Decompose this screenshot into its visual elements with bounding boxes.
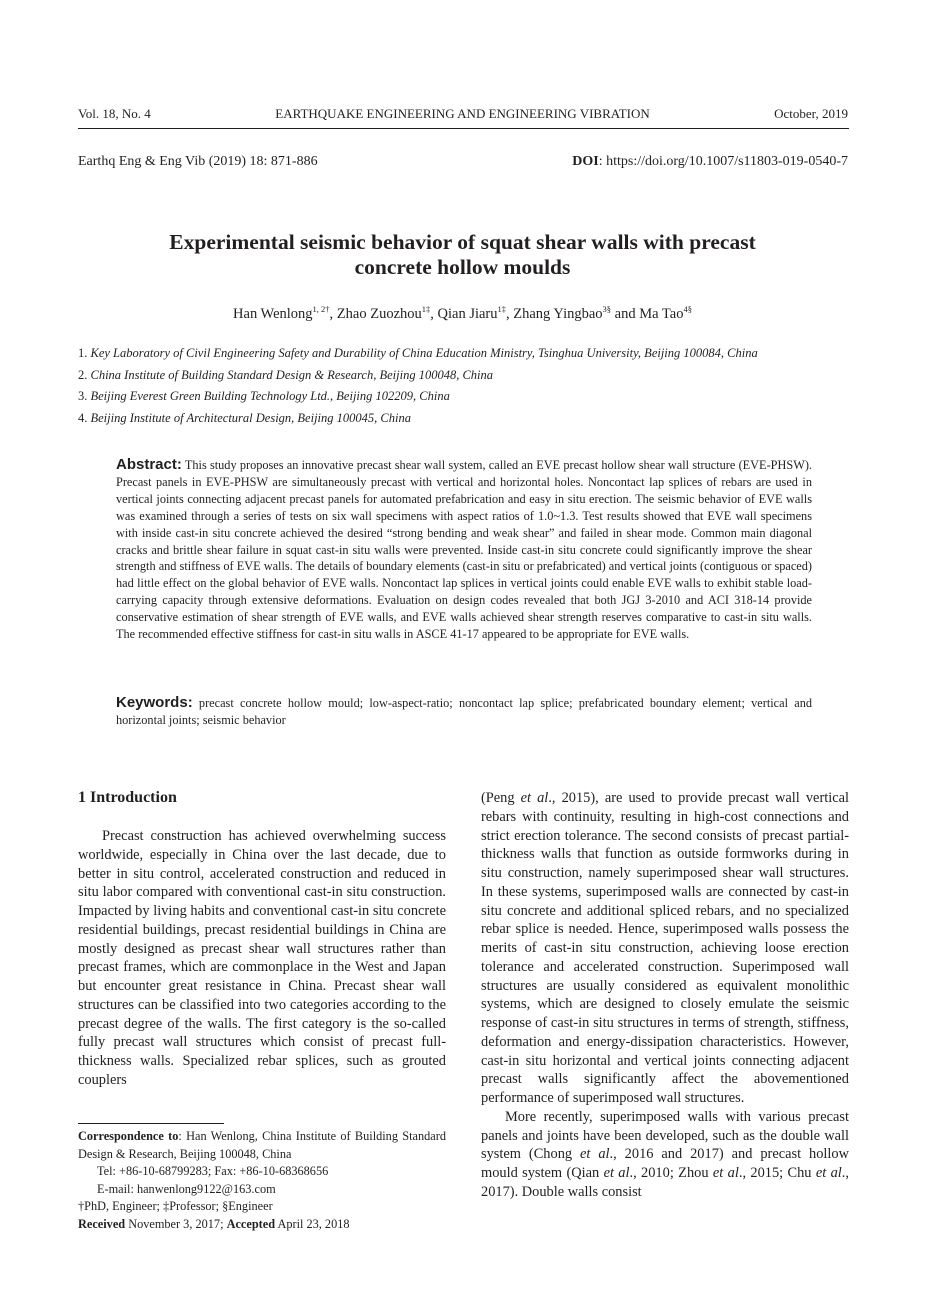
affiliation-2: 2. China Institute of Building Standard Design & Research, Beijing 100048, China <box>78 368 494 382</box>
header-volume: Vol. 18, No. 4 <box>78 106 151 121</box>
author: Zhao Zuozhou$^{1\ddagger}$, <box>336 304 438 322</box>
keywords <box>116 695 812 729</box>
author-list <box>0 306 925 323</box>
doi-label: DOI <box>572 154 599 169</box>
abstract-label: Abstract: <box>116 456 182 473</box>
keywords-label: Keywords: <box>116 694 193 711</box>
journal-name: EARTHQUAKE ENGINEERING AND ENGINEERING VIBRATION <box>275 106 650 121</box>
affiliation-3: 3. Beijing Everest Green Building Technology Ltd., Beijing 102209, China <box>78 389 450 403</box>
left-column <box>78 827 446 1090</box>
header-rule <box>78 128 849 129</box>
author: Ma Tao$^{4\S}$ <box>639 304 692 322</box>
intro-paragraph-1: Precast construction has achieved overwhelming success worldwide, especially in China over the last decade, due to better in situ control, accelerated construction and reduced in situ labor compared with conventional cast-in situ construction. Impacted by living habits and conventional cast-in situ concrete residential buildings, precast residential buildings in China are mostly designed as precast shear wall structures rather than precast frames, which are commonplace in the West and Japan but encounter great resistance in China. Precast shear wall structures can be classified into two categories according to the precast degree of the walls. The first category is the so-called fully precast wall structures which consist of precast full-thickness walls. Specialized rebar splices, such as grouted couplers <box>78 828 446 1088</box>
footnote-rule <box>78 1123 224 1124</box>
paper-title <box>100 230 825 280</box>
title-line-1: Experimental seismic behavior of squat shear walls with precast <box>169 230 756 254</box>
correspondence: Correspondence to: Han Wenlong, China Institute of Building Standard Design & Research, Beijing 100048, China <box>78 1129 446 1161</box>
abstract <box>116 457 812 643</box>
title-line-2: concrete hollow moulds <box>354 255 571 279</box>
intro-paragraph-1-continued: (Peng et al., 2015), are used to provide precast wall vertical rebars with continuity, resulting in high-cost connections and strict erection tolerance. The second consists of precast partial-thickness walls that function as outside formworks during in situ construction, namely superimposed shear wall structures. In these systems, superimposed walls are connected by cast-in situ concrete and additional spliced rebars, and no specialized rebar splice is needed. Hence, superimposed walls possess the merits of cast-in situ construction, achieving loose erection tolerance and accelerated construction. Superimposed wall structures are usually considered as equivalent monolithic systems, which are designed to closely emulate the seismic response of cast-in situ structures in terms of strength, stiffness, deformation and energy-dissipation characteristics. However, cast-in situ horizontal and vertical joints connecting adjacent precast walls significantly affect the abovementioned performance of superimposed wall structures. <box>481 790 849 1106</box>
header-date: October, 2019 <box>774 106 848 121</box>
affiliation-4: 4. Beijing Institute of Architectural Design, Beijing 100045, China <box>78 411 411 425</box>
right-column <box>481 789 849 1202</box>
contact-tel: Tel: +86-10-68799283; Fax: +86-10-68368656 <box>97 1164 329 1178</box>
author-roles: †PhD, Engineer; ‡Professor; §Engineer <box>78 1199 273 1213</box>
section-heading-introduction: 1 Introduction <box>78 789 177 806</box>
keywords-text: precast concrete hollow mould; low-aspect-ratio; noncontact lap splice; prefabricated boundary element; vertical and horizontal joints; seismic behavior <box>116 696 812 727</box>
affiliation-1: 1. Key Laboratory of Civil Engineering Safety and Durability of China Education Ministry, Tsinghua University, Beijing 100084, China <box>78 346 758 360</box>
received-accepted-dates: Received November 3, 2017; Accepted April 23, 2018 <box>78 1217 350 1231</box>
doi-link[interactable]: : https://doi.org/10.1007/s11803-019-0540-7 <box>598 154 848 169</box>
author: Han Wenlong$^{1, 2\dagger}$, <box>233 304 337 322</box>
citation-ref: Earthq Eng & Eng Vib (2019) 18: 871-886 <box>78 154 318 169</box>
author: Qian Jiaru$^{1\ddagger}$, <box>437 304 514 322</box>
contact-email[interactable]: E-mail: hanwenlong9122@163.com <box>97 1182 276 1196</box>
intro-paragraph-2: More recently, superimposed walls with various precast panels and joints have been developed, such as the double wall system (Chong et al., 2016 and 2017) and precast hollow mould system (Qian et al., 2010; Zhou et al., 2015; Chu et al., 2017). Double walls consist <box>481 1108 849 1200</box>
abstract-text: This study proposes an innovative precast shear wall system, called an EVE precast hollow shear wall structure (EVE-PHSW). Precast panels in EVE-PHSW are simultaneously precast with vertical and horizontal holes. Noncontact lap splices of rebars are used in vertical joints connecting adjacent precast panels for automated prefabrication and easy in situ erection. The seismic behavior of EVE walls was examined through a series of tests on six wall specimens with aspect ratios of 1.0~1.3. Test results showed that EVE wall specimens with inside cast-in situ concrete achieved the desired “strong bending and weak shear” and failed in shear mode. Common main diagonal cracks and brittle shear failure in squat cast-in situ walls were prevented. Inside cast-in situ concrete could significantly improve the shear strength and stiffness of EVE walls. The details of boundary elements (cast-in situ or prefabricated) and vertical joints (contiguous or spaced) had little effect on the global behavior of EVE walls. Noncontact lap splices in vertical joints could enable EVE walls to exhibit stable load-carrying capacity through extensive deformations. Evaluation on design codes revealed that both JGJ 3-2010 and ACI 318-14 provide conservative estimation of shear strength of EVE walls, and EVE walls achieved shear strength reserves comparative to cast-in situ walls. The recommended effective stiffness for cast-in situ walls in ASCE 41-17 appeared to be appropriate for EVE walls. <box>116 458 812 642</box>
citation-doi[interactable] <box>572 154 848 170</box>
author: Zhang Yingbao$^{3\S}$ and <box>513 304 640 322</box>
